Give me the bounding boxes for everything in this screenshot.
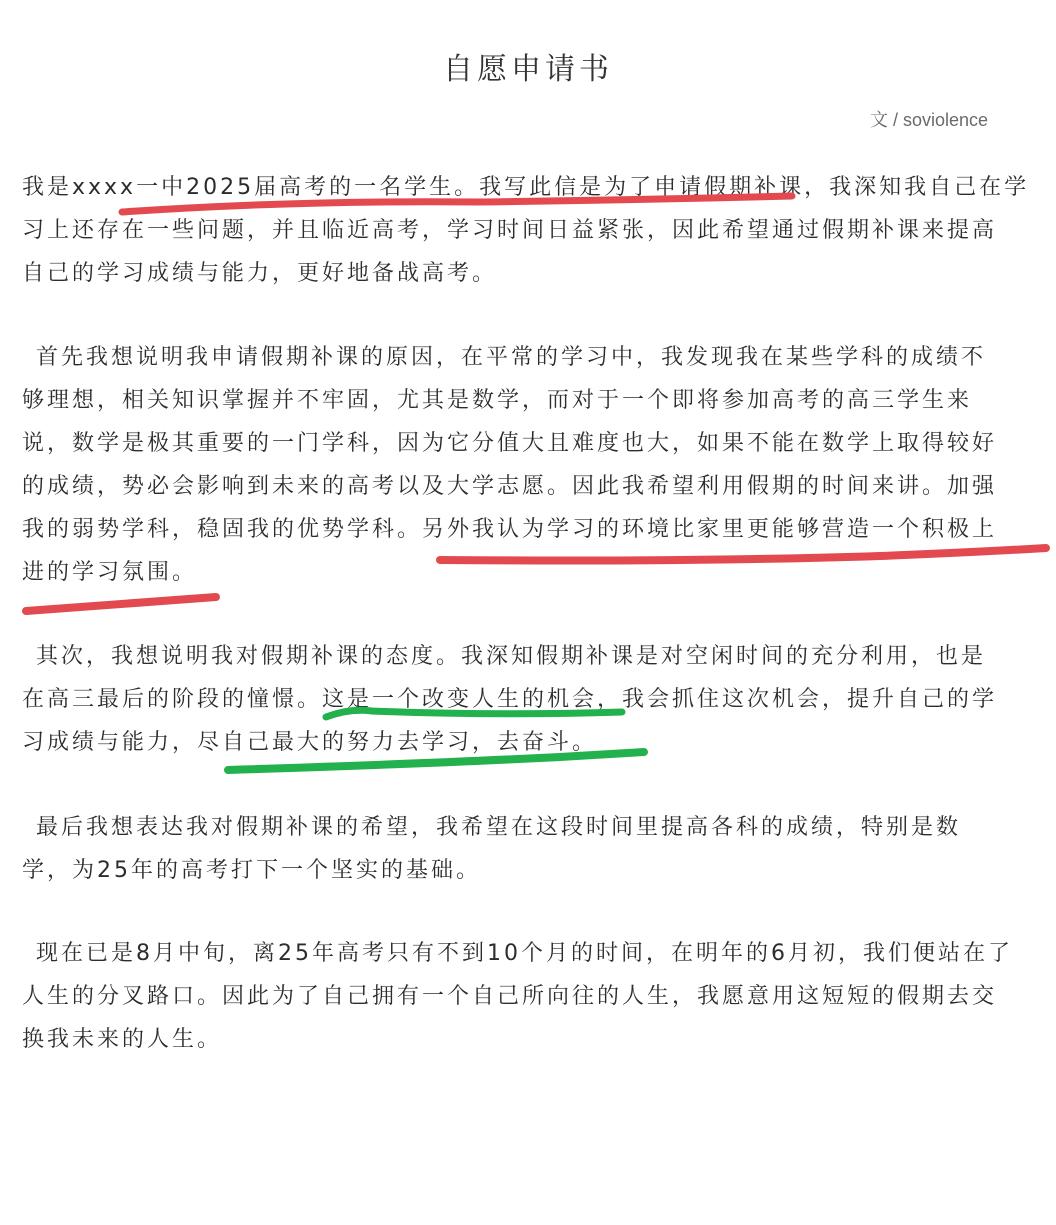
paragraph-4 <box>22 806 1042 892</box>
text-line: 的成绩，势必会影响到未来的高考以及大学志愿。因此我希望利用假期的时间来讲。加强 <box>22 474 998 499</box>
red-underline-3 <box>26 597 216 611</box>
text-line: 我的弱势学科，稳固我的优势学科。另外我认为学习的环境比家里更能够营造一个积极上 <box>22 517 998 542</box>
author-byline: 文 / soviolence <box>869 110 988 130</box>
text-line: 自己的学习成绩与能力，更好地备战高考。 <box>22 261 498 286</box>
document-title: 自愿申请书 <box>443 52 613 87</box>
paragraph-2 <box>22 336 1042 594</box>
paragraph-3 <box>22 635 1042 764</box>
text-line: 我是xxxx一中2025届高考的一名学生。我写此信是为了申请假期补课，我深知我自己在学 <box>22 175 1030 200</box>
text-line: 习上还存在一些问题，并且临近高考，学习时间日益紧张，因此希望通过假期补课来提高 <box>22 218 998 243</box>
paragraph-1 <box>22 166 1042 295</box>
text-line: 习成绩与能力，尽自己最大的努力去学习，去奋斗。 <box>22 730 598 755</box>
text-line: 最后我想表达我对假期补课的希望，我希望在这段时间里提高各科的成绩，特别是数 <box>36 815 962 840</box>
text-line: 换我未来的人生。 <box>22 1027 223 1052</box>
text-line: 进的学习氛围。 <box>22 560 198 585</box>
text-line: 人生的分叉路口。因此为了自己拥有一个自己所向往的人生，我愿意用这短短的假期去交 <box>22 984 998 1009</box>
text-line: 说，数学是极其重要的一门学科，因为它分值大且难度也大，如果不能在数学上取得较好 <box>22 431 998 456</box>
paragraph-5 <box>22 932 1042 1061</box>
text-line: 够理想，相关知识掌握并不牢固，尤其是数学，而对于一个即将参加高考的高三学生来 <box>22 388 973 413</box>
text-line: 现在已是8月中旬，离25年高考只有不到10个月的时间，在明年的6月初，我们便站在了 <box>36 941 1013 966</box>
text-line: 学，为25年的高考打下一个坚实的基础。 <box>22 858 481 883</box>
text-line: 首先我想说明我申请假期补课的原因，在平常的学习中，我发现我在某些学科的成绩不 <box>36 345 987 370</box>
text-line: 其次，我想说明我对假期补课的态度。我深知假期补课是对空闲时间的充分利用，也是 <box>36 644 987 669</box>
text-line: 在高三最后的阶段的憧憬。这是一个改变人生的机会，我会抓住这次机会，提升自己的学 <box>22 687 998 712</box>
